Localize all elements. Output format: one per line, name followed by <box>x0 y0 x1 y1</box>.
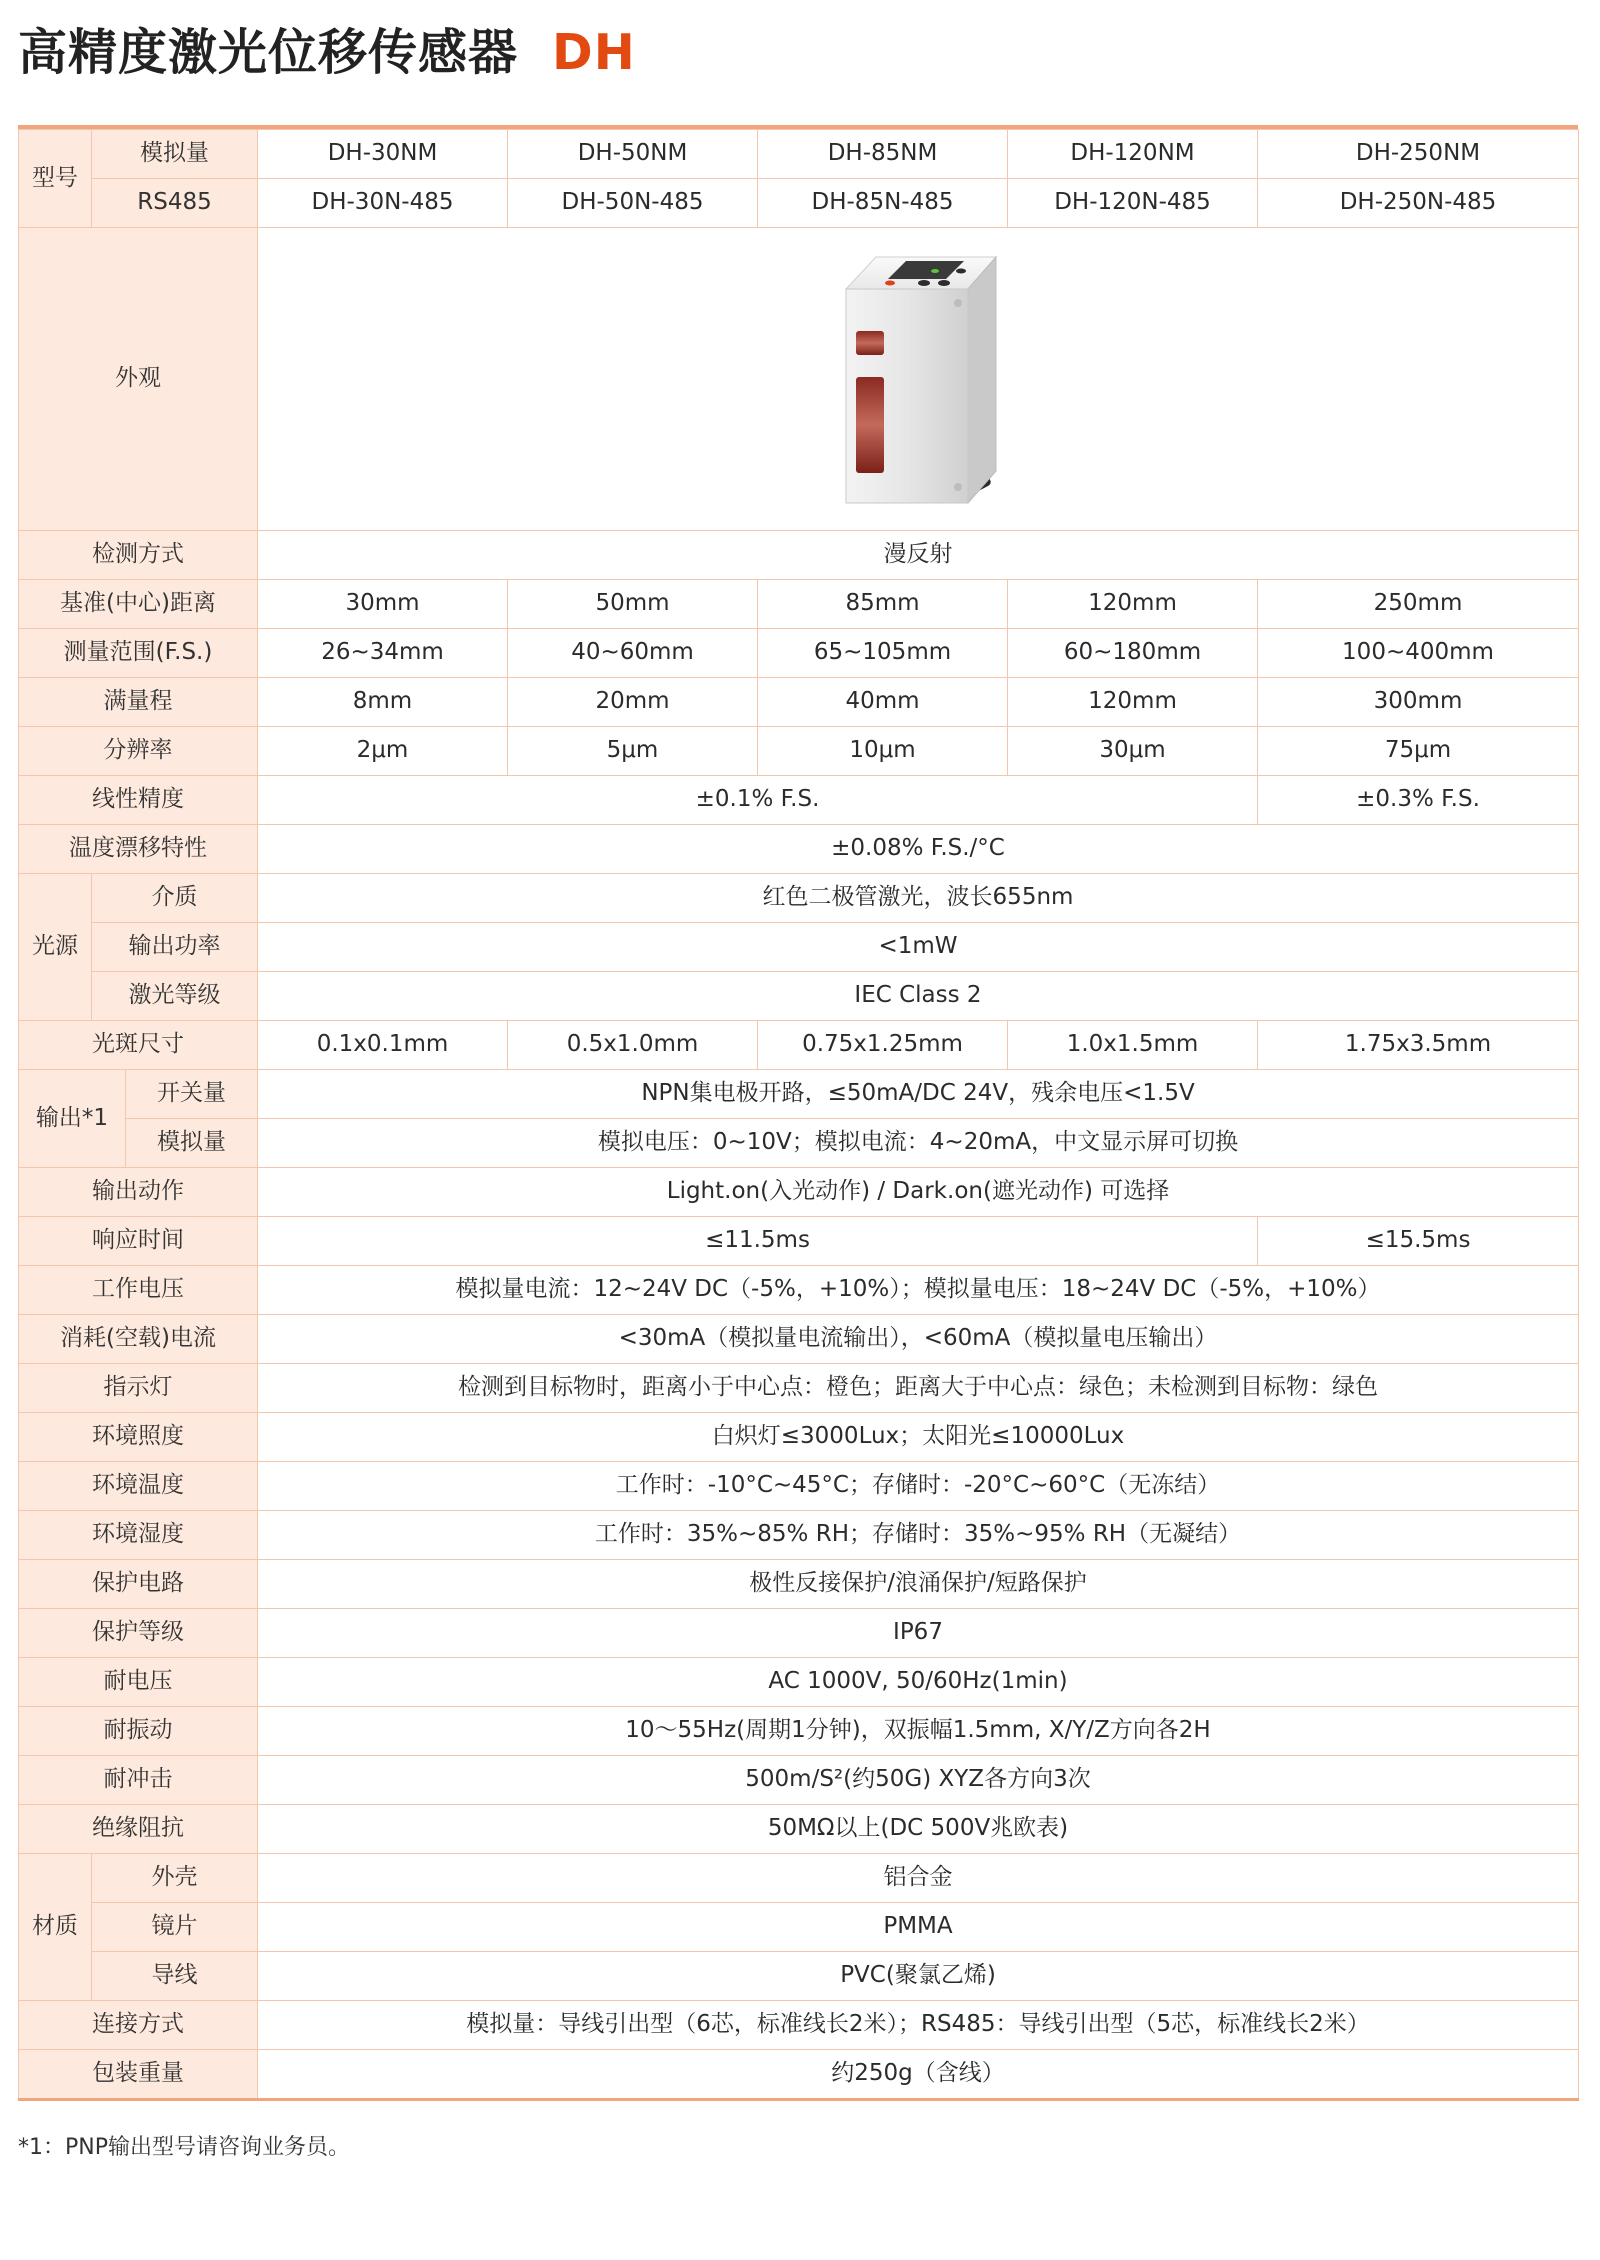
row-label: 激光等级 <box>92 972 258 1021</box>
row-value: 60~180mm <box>1008 629 1258 678</box>
table-row <box>19 1413 1579 1462</box>
row-label: 连接方式 <box>19 2001 258 2050</box>
row-value: 10～55Hz(周期1分钟)，双振幅1.5mm, X/Y/Z方向各2H <box>258 1707 1579 1756</box>
row-label: 基准(中心)距离 <box>19 580 258 629</box>
row-value: 75μm <box>1258 727 1579 776</box>
row-value: 1.0x1.5mm <box>1008 1021 1258 1070</box>
row-value: 0.75x1.25mm <box>758 1021 1008 1070</box>
row-value: 20mm <box>508 678 758 727</box>
row-label: 消耗(空载)电流 <box>19 1315 258 1364</box>
footnote: *1：PNP输出型号请咨询业务员。 <box>18 2135 350 2160</box>
analog-model: DH-250NM <box>1258 130 1579 179</box>
row-value: 5μm <box>508 727 758 776</box>
table-row <box>19 727 1579 776</box>
row-value: <30mA（模拟量电流输出），<60mA（模拟量电压输出） <box>258 1315 1579 1364</box>
row-label: 指示灯 <box>19 1364 258 1413</box>
table-row <box>19 1609 1579 1658</box>
row-value: 约250g（含线） <box>258 2050 1579 2100</box>
row-label: 保护等级 <box>19 1609 258 1658</box>
table-row <box>19 825 1579 874</box>
table-row <box>19 531 1579 580</box>
row-value: 极性反接保护/浪涌保护/短路保护 <box>258 1560 1579 1609</box>
row-label: 测量范围(F.S.) <box>19 629 258 678</box>
rs485-model: DH-120N-485 <box>1008 179 1258 228</box>
row-label: 温度漂移特性 <box>19 825 258 874</box>
table-row <box>19 2050 1579 2100</box>
table-row <box>19 1903 1579 1952</box>
row-value: <1mW <box>258 923 1579 972</box>
row-label: 耐电压 <box>19 1658 258 1707</box>
table-row <box>19 580 1579 629</box>
row-label: 检测方式 <box>19 531 258 580</box>
row-label: 包装重量 <box>19 2050 258 2100</box>
rs485-model: DH-30N-485 <box>258 179 508 228</box>
table-row <box>19 228 1579 531</box>
rs485-model: DH-250N-485 <box>1258 179 1579 228</box>
group-label: 光源 <box>19 874 92 1021</box>
row-label: 模拟量 <box>126 1119 258 1168</box>
model-label: 型号 <box>19 130 92 228</box>
row-value: 工作时：35%~85% RH；存储时：35%~95% RH（无凝结） <box>258 1511 1579 1560</box>
row-value: 250mm <box>1258 580 1579 629</box>
row-value: 120mm <box>1008 580 1258 629</box>
row-label: 输出动作 <box>19 1168 258 1217</box>
row-value: 模拟量：导线引出型（6芯，标准线长2米）；RS485：导线引出型（5芯，标准线长2米） <box>258 2001 1579 2050</box>
row-value: ≤15.5ms <box>1258 1217 1579 1266</box>
row-value: IEC Class 2 <box>258 972 1579 1021</box>
row-value: 铝合金 <box>258 1854 1579 1903</box>
row-label: 分辨率 <box>19 727 258 776</box>
appearance-label: 外观 <box>19 228 258 531</box>
row-value: 0.5x1.0mm <box>508 1021 758 1070</box>
row-value: 10μm <box>758 727 1008 776</box>
row-label: 介质 <box>92 874 258 923</box>
row-label: 耐冲击 <box>19 1756 258 1805</box>
table-row <box>19 1119 1579 1168</box>
analog-model: DH-30NM <box>258 130 508 179</box>
row-value: PMMA <box>258 1903 1579 1952</box>
table-row <box>19 1658 1579 1707</box>
page-title <box>18 18 636 88</box>
table-row <box>19 1707 1579 1756</box>
table-row <box>19 1952 1579 2001</box>
row-value: AC 1000V, 50/60Hz(1min) <box>258 1658 1579 1707</box>
row-value: 85mm <box>758 580 1008 629</box>
row-value: 漫反射 <box>258 531 1579 580</box>
row-label: 工作电压 <box>19 1266 258 1315</box>
row-value: PVC(聚氯乙烯) <box>258 1952 1579 2001</box>
row-value: 100~400mm <box>1258 629 1579 678</box>
table-row <box>19 1266 1579 1315</box>
row-value: 50MΩ以上(DC 500V兆欧表) <box>258 1805 1579 1854</box>
row-value: Light.on(入光动作) / Dark.on(遮光动作) 可选择 <box>258 1168 1579 1217</box>
analog-label: 模拟量 <box>92 130 258 179</box>
row-label: 满量程 <box>19 678 258 727</box>
rs485-model: DH-85N-485 <box>758 179 1008 228</box>
table-row <box>19 1462 1579 1511</box>
group-label: 材质 <box>19 1854 92 2001</box>
row-value: IP67 <box>258 1609 1579 1658</box>
row-value: 300mm <box>1258 678 1579 727</box>
table-row <box>19 2001 1579 2050</box>
row-value: 30μm <box>1008 727 1258 776</box>
row-label: 耐振动 <box>19 1707 258 1756</box>
group-label: 输出*1 <box>19 1070 126 1168</box>
row-value: 1.75x3.5mm <box>1258 1021 1579 1070</box>
row-value: 8mm <box>258 678 508 727</box>
row-label: 环境湿度 <box>19 1511 258 1560</box>
title-model: DH <box>552 24 636 81</box>
table-row <box>19 972 1579 1021</box>
row-label: 响应时间 <box>19 1217 258 1266</box>
table-row <box>19 179 1579 228</box>
spec-table <box>18 129 1579 2101</box>
row-label: 输出功率 <box>92 923 258 972</box>
table-row <box>19 1168 1579 1217</box>
rs485-model: DH-50N-485 <box>508 179 758 228</box>
rs485-label: RS485 <box>92 179 258 228</box>
analog-model: DH-50NM <box>508 130 758 179</box>
title-text: 高精度激光位移传感器 <box>18 24 519 81</box>
row-label: 绝缘阻抗 <box>19 1805 258 1854</box>
table-row <box>19 1364 1579 1413</box>
table-row <box>19 1070 1579 1119</box>
row-value: 500m/S²(约50G) XYZ各方向3次 <box>258 1756 1579 1805</box>
table-row <box>19 1021 1579 1070</box>
row-value: 模拟量电流：12~24V DC（-5%，+10%）；模拟量电压：18~24V DC（-5%，+10%） <box>258 1266 1579 1315</box>
row-value: 0.1x0.1mm <box>258 1021 508 1070</box>
row-value: NPN集电极开路，≤50mA/DC 24V，残余电压<1.5V <box>258 1070 1579 1119</box>
row-value: 红色二极管激光，波长655nm <box>258 874 1579 923</box>
table-row <box>19 1560 1579 1609</box>
analog-model: DH-120NM <box>1008 130 1258 179</box>
row-value: ≤11.5ms <box>258 1217 1258 1266</box>
product-photo-cell <box>258 228 1579 531</box>
row-value: 50mm <box>508 580 758 629</box>
row-label: 导线 <box>92 1952 258 2001</box>
analog-model: DH-85NM <box>758 130 1008 179</box>
row-value: 白炽灯≤3000Lux；太阳光≤10000Lux <box>258 1413 1579 1462</box>
table-row <box>19 874 1579 923</box>
row-label: 环境温度 <box>19 1462 258 1511</box>
table-row <box>19 678 1579 727</box>
row-value: ±0.3% F.S. <box>1258 776 1579 825</box>
table-row <box>19 1217 1579 1266</box>
row-value: 26~34mm <box>258 629 508 678</box>
sensor-product-image <box>818 249 1018 509</box>
table-row <box>19 1854 1579 1903</box>
row-value: 工作时：-10°C~45°C；存储时：-20°C~60°C（无冻结） <box>258 1462 1579 1511</box>
row-label: 线性精度 <box>19 776 258 825</box>
table-row <box>19 629 1579 678</box>
row-label: 开关量 <box>126 1070 258 1119</box>
row-value: 模拟电压：0~10V；模拟电流：4~20mA，中文显示屏可切换 <box>258 1119 1579 1168</box>
table-row <box>19 1756 1579 1805</box>
row-value: ±0.1% F.S. <box>258 776 1258 825</box>
table-row <box>19 923 1579 972</box>
table-row <box>19 1511 1579 1560</box>
row-value: 40~60mm <box>508 629 758 678</box>
row-value: 65~105mm <box>758 629 1008 678</box>
row-label: 保护电路 <box>19 1560 258 1609</box>
row-label: 光斑尺寸 <box>19 1021 258 1070</box>
row-label: 环境照度 <box>19 1413 258 1462</box>
table-row <box>19 1315 1579 1364</box>
table-row <box>19 776 1579 825</box>
row-value: ±0.08% F.S./°C <box>258 825 1579 874</box>
row-value: 40mm <box>758 678 1008 727</box>
row-value: 2μm <box>258 727 508 776</box>
row-label: 镜片 <box>92 1903 258 1952</box>
table-row <box>19 130 1579 179</box>
row-value: 检测到目标物时，距离小于中心点：橙色；距离大于中心点：绿色；未检测到目标物：绿色 <box>258 1364 1579 1413</box>
row-value: 30mm <box>258 580 508 629</box>
row-label: 外壳 <box>92 1854 258 1903</box>
table-row <box>19 1805 1579 1854</box>
row-value: 120mm <box>1008 678 1258 727</box>
